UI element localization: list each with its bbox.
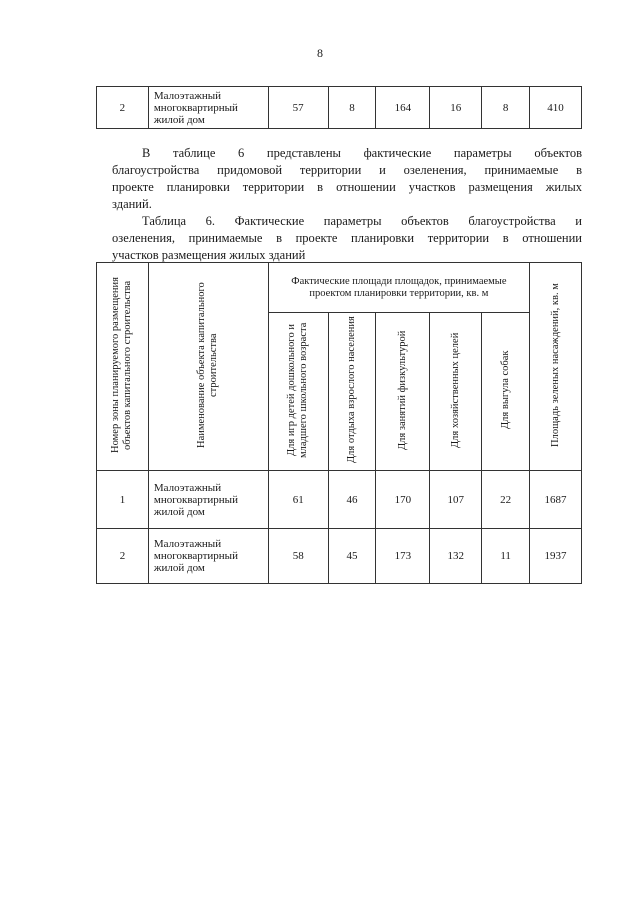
value-cell: 45 [328,529,376,584]
value-cell: 61 [268,471,328,529]
value-cell: 8 [328,87,376,129]
paragraph-line: зданий. [112,197,152,211]
paragraph-line: проекте планировки территории в отношении участков размещения жилых [112,180,582,194]
value-cell: 57 [268,87,328,129]
table-row [97,529,582,584]
value-cell: 107 [430,471,482,529]
header-household: Для хозяйственных целей [430,313,482,471]
table-row [97,471,582,529]
value-cell: 8 [482,87,530,129]
zone-number-cell: 2 [97,529,149,584]
value-cell: 1937 [530,529,582,584]
value-cell: 173 [376,529,430,584]
header-group-areas: Фактические площади площадок, принимаемые проектом планировки территории, кв. м [268,263,529,313]
object-name-cell: Малоэтажный многоквартирный жилой дом [148,529,268,584]
header-children-playground: Для игр детей дошкольного и младшего школьного возраста [268,313,328,471]
header-row [97,263,582,313]
continued-table [96,86,582,129]
value-cell: 22 [482,471,530,529]
value-cell: 164 [376,87,430,129]
value-cell: 16 [430,87,482,129]
object-name-cell: Малоэтажный многоквартирный жилой дом [148,87,268,129]
zone-number-cell: 1 [97,471,149,529]
header-green-area: Площадь зеленых насаждений, кв. м [530,263,582,471]
value-cell: 170 [376,471,430,529]
value-cell: 410 [530,87,582,129]
paragraph-line: благоустройства придомовой территории и озеленения, принимаемые в [112,163,582,177]
caption-line: участков размещения жилых зданий [112,248,306,262]
body-paragraph [112,145,582,213]
table-row [97,87,582,129]
header-sport: Для занятий физкультурой [376,313,430,471]
value-cell: 46 [328,471,376,529]
value-cell: 11 [482,529,530,584]
value-cell: 132 [430,529,482,584]
value-cell: 1687 [530,471,582,529]
object-name-cell: Малоэтажный многоквартирный жилой дом [148,471,268,529]
header-adult-rest: Для отдыха взрослого населения [328,313,376,471]
value-cell: 58 [268,529,328,584]
caption-line: озеленения, принимаемые в проекте планировки территории в отношении [112,231,582,245]
table-caption [112,213,582,264]
page-number: 8 [317,46,323,60]
header-object-name: Наименование объекта капитального строительства [148,263,268,471]
header-dog-walking: Для выгула собак [482,313,530,471]
header-zone-number: Номер зоны планируемого размещения объектов капитального строительства [97,263,149,471]
caption-line: Таблица 6. Фактические параметры объектов благоустройства и [142,214,582,228]
table-6 [96,262,582,584]
zone-number-cell: 2 [97,87,149,129]
paragraph-line: В таблице 6 представлены фактические параметры объектов [142,146,582,160]
